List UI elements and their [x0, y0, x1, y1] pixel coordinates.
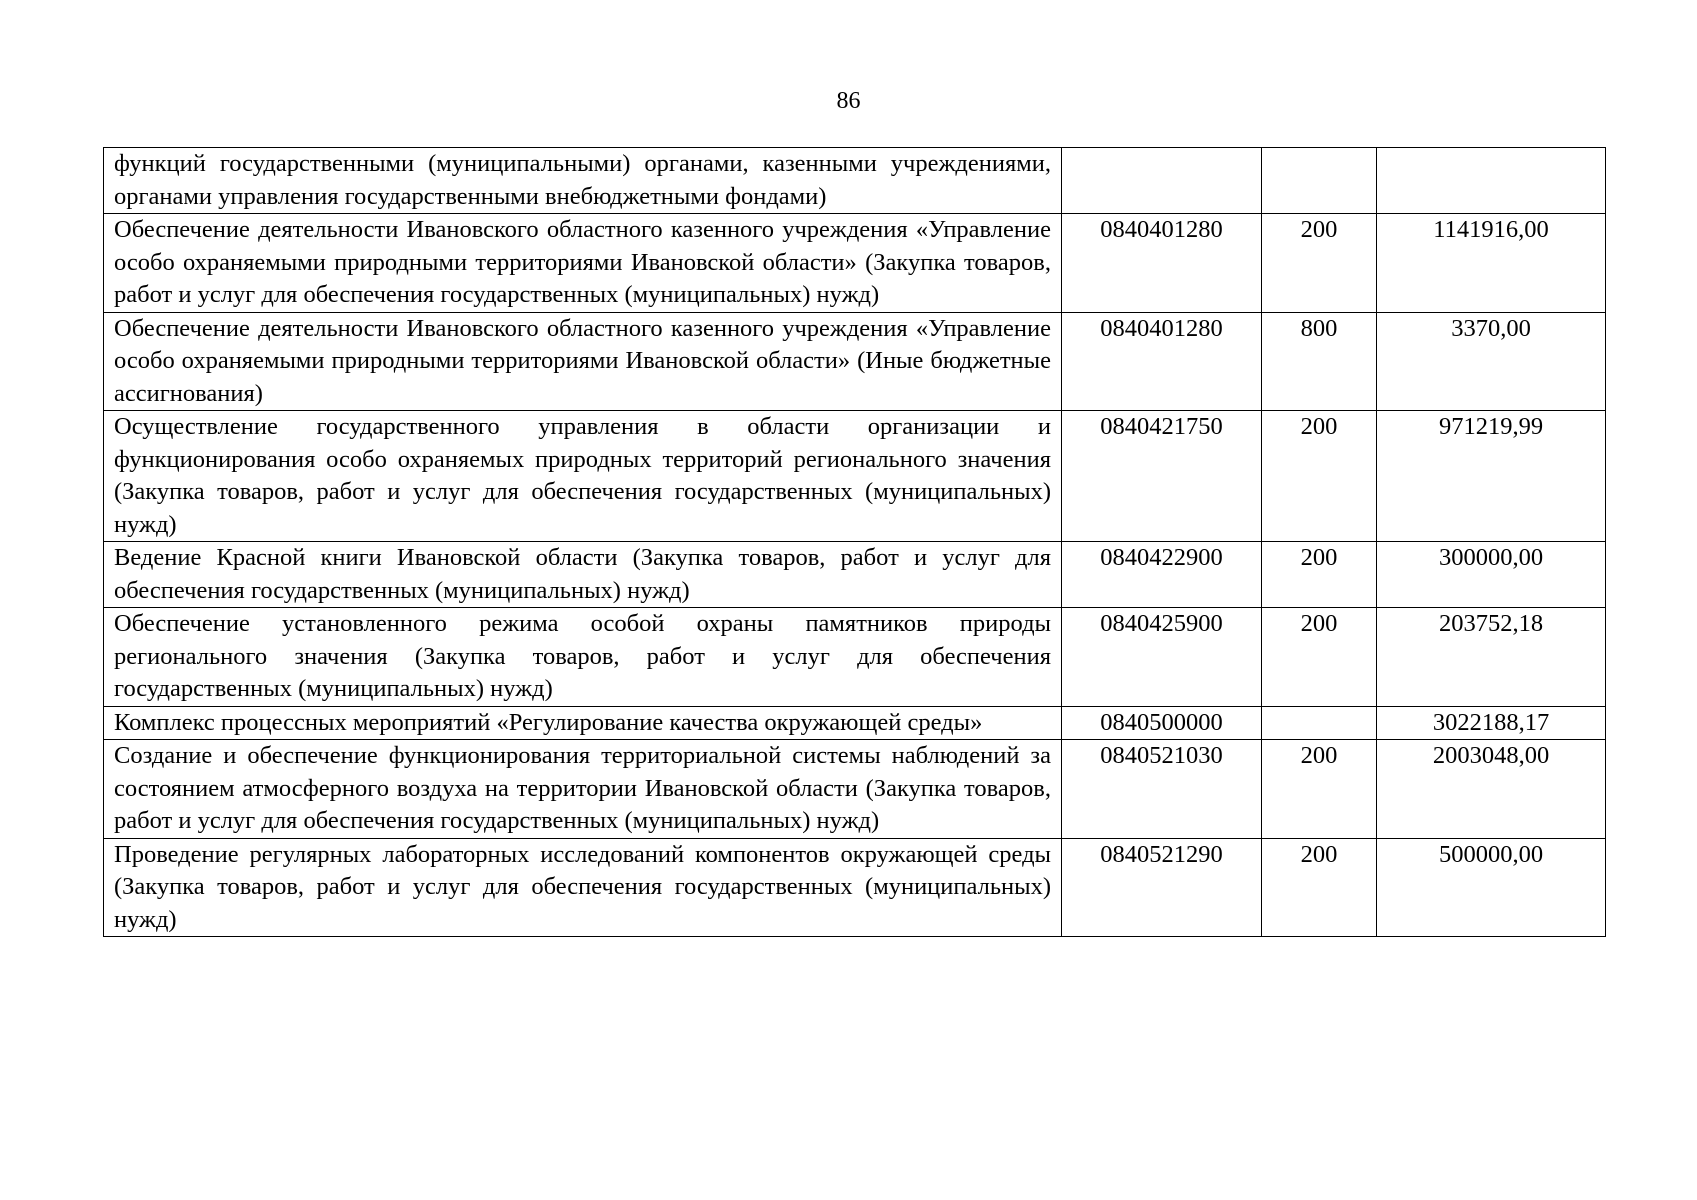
- row-target-code: [1062, 148, 1262, 214]
- table-row: [104, 838, 1606, 937]
- table-row: [104, 214, 1606, 313]
- row-expense-kind: 200: [1262, 608, 1377, 707]
- table-row: [104, 148, 1606, 214]
- table-row: [104, 608, 1606, 707]
- row-description: Обеспечение деятельности Ивановского областного казенного учреждения «Управление особо охраняемыми природными территориями Ивановской области» (Иные бюджетные ассигнования): [104, 312, 1062, 411]
- row-description: Проведение регулярных лабораторных исследований компонентов окружающей среды (Закупка товаров, работ и услуг для обеспечения государственных (муниципальных) нужд): [104, 838, 1062, 937]
- table-row: [104, 706, 1606, 740]
- row-description: Комплекс процессных мероприятий «Регулирование качества окружающей среды»: [104, 706, 1062, 740]
- row-description: Создание и обеспечение функционирования территориальной системы наблюдений за состоянием атмосферного воздуха на территории Ивановской области (Закупка товаров, работ и услуг для обеспечения государственных (муниципальных) нужд): [104, 740, 1062, 839]
- table-row: [104, 312, 1606, 411]
- row-amount: 500000,00: [1377, 838, 1606, 937]
- row-amount: 203752,18: [1377, 608, 1606, 707]
- row-target-code: 0840521290: [1062, 838, 1262, 937]
- row-expense-kind: 200: [1262, 542, 1377, 608]
- row-amount: 2003048,00: [1377, 740, 1606, 839]
- row-target-code: 0840422900: [1062, 542, 1262, 608]
- row-expense-kind: 200: [1262, 214, 1377, 313]
- row-target-code: 0840521030: [1062, 740, 1262, 839]
- row-description: Обеспечение установленного режима особой охраны памятников природы регионального значения (Закупка товаров, работ и услуг для обеспечения государственных (муниципальных) нужд): [104, 608, 1062, 707]
- row-target-code: 0840401280: [1062, 214, 1262, 313]
- row-amount: 3370,00: [1377, 312, 1606, 411]
- row-amount: 1141916,00: [1377, 214, 1606, 313]
- row-expense-kind: 200: [1262, 838, 1377, 937]
- row-description: Ведение Красной книги Ивановской области (Закупка товаров, работ и услуг для обеспечения государственных (муниципальных) нужд): [104, 542, 1062, 608]
- row-amount: 300000,00: [1377, 542, 1606, 608]
- row-target-code: 0840401280: [1062, 312, 1262, 411]
- row-amount: 971219,99: [1377, 411, 1606, 542]
- row-expense-kind: [1262, 706, 1377, 740]
- row-expense-kind: [1262, 148, 1377, 214]
- budget-table: [103, 147, 1606, 937]
- row-amount: [1377, 148, 1606, 214]
- row-description: функций государственными (муниципальными) органами, казенными учреждениями, органами управления государственными внебюджетными фондами): [104, 148, 1062, 214]
- row-target-code: 0840421750: [1062, 411, 1262, 542]
- table-row: [104, 740, 1606, 839]
- row-target-code: 0840425900: [1062, 608, 1262, 707]
- row-expense-kind: 800: [1262, 312, 1377, 411]
- page-number: 86: [836, 88, 861, 114]
- row-amount: 3022188,17: [1377, 706, 1606, 740]
- table-row: [104, 542, 1606, 608]
- table-row: [104, 411, 1606, 542]
- row-expense-kind: 200: [1262, 740, 1377, 839]
- row-description: Обеспечение деятельности Ивановского областного казенного учреждения «Управление особо охраняемыми природными территориями Ивановской области» (Закупка товаров, работ и услуг для обеспечения государственных (муниципальных) нужд): [104, 214, 1062, 313]
- row-description: Осуществление государственного управления в области организации и функционирования особо охраняемых природных территорий регионального значения (Закупка товаров, работ и услуг для обеспечения государственных (муниципальных) нужд): [104, 411, 1062, 542]
- row-target-code: 0840500000: [1062, 706, 1262, 740]
- row-expense-kind: 200: [1262, 411, 1377, 542]
